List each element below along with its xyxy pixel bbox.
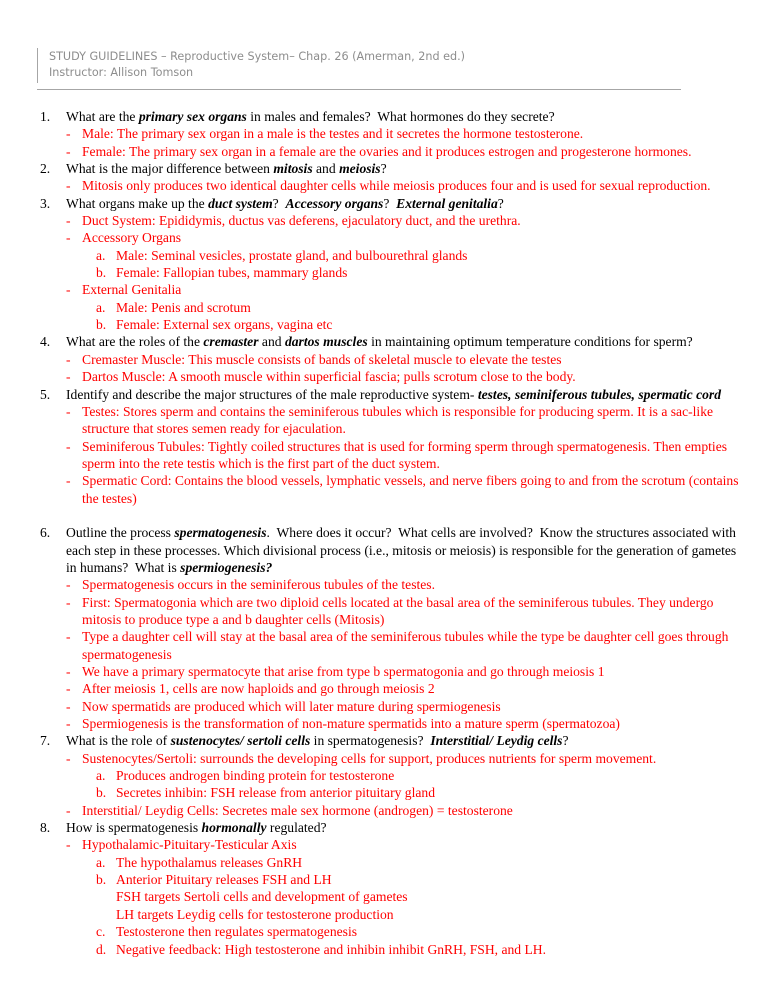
answer-bullet-dash: - xyxy=(66,126,71,142)
sub-answer-item xyxy=(0,316,768,333)
sub-answer-letter: b. xyxy=(96,785,107,801)
sub-answer-item xyxy=(0,923,768,940)
sub-answer-letter: a. xyxy=(96,768,106,784)
answer-text: Sustenocytes/Sertoli: surrounds the developing cells for support, produces nutrients for sperm movement. xyxy=(82,750,657,766)
question-number: 6. xyxy=(40,525,51,541)
sub-answer-letter: b. xyxy=(96,265,107,281)
question-text: Identify and describe the major structures of the male reproductive system- testes, seminiferous tubules, spermatic cord xyxy=(66,386,722,402)
answer-bullet-dash: - xyxy=(66,629,71,645)
question-item xyxy=(0,819,768,836)
sub-answer-text: Female: External sex organs, vagina etc xyxy=(116,317,333,333)
question-number: 8. xyxy=(40,820,51,836)
continuation-line: FSH targets Sertoli cells and development of gametes xyxy=(116,889,408,905)
question-item xyxy=(0,524,768,576)
sub-answer-text: Female: Fallopian tubes, mammary glands xyxy=(116,265,348,281)
header-content xyxy=(37,48,681,83)
question-text: What organs make up the duct system? Accessory organs? External genitalia? xyxy=(66,195,504,211)
sub-answer-text: Anterior Pituitary releases FSH and LH xyxy=(116,872,332,888)
sub-answer-item xyxy=(0,941,768,958)
answer-item xyxy=(0,403,768,438)
answer-text: Spermiogenesis is the transformation of non-mature spermatids into a mature sperm (spermatozoa) xyxy=(82,716,620,732)
answer-bullet-dash: - xyxy=(66,213,71,229)
answer-item xyxy=(0,229,768,246)
question-number: 5. xyxy=(40,386,51,402)
answer-bullet-dash: - xyxy=(66,178,71,194)
answer-bullet-dash: - xyxy=(66,750,71,766)
answer-bullet-dash: - xyxy=(66,698,71,714)
answer-text: Spermatogenesis occurs in the seminiferous tubules of the testes. xyxy=(82,577,435,593)
answer-bullet-dash: - xyxy=(66,369,71,385)
header-horizontal-rule xyxy=(37,89,681,90)
question-item xyxy=(0,160,768,177)
answer-bullet-dash: - xyxy=(66,577,71,593)
sub-answer-text: Male: Penis and scrotum xyxy=(116,299,251,315)
answer-item xyxy=(0,351,768,368)
answer-bullet-dash: - xyxy=(66,143,71,159)
sub-answer-letter: a. xyxy=(96,247,106,263)
sub-answer-text: Testosterone then regulates spermatogenesis xyxy=(116,924,358,940)
sub-answer-item xyxy=(0,299,768,316)
answer-bullet-dash: - xyxy=(66,473,71,489)
sub-answer-text: The hypothalamus releases GnRH xyxy=(116,854,303,870)
answer-bullet-dash: - xyxy=(66,282,71,298)
answer-bullet-dash: - xyxy=(66,664,71,679)
question-text: What are the roles of the cremaster and dartos muscles in maintaining optimum temperature conditions for sperm? xyxy=(66,334,693,350)
paragraph-spacer xyxy=(0,507,768,524)
question-number: 2. xyxy=(40,161,51,177)
question-number: 7. xyxy=(40,733,51,749)
answer-item xyxy=(0,472,768,507)
answer-bullet-dash: - xyxy=(66,594,71,610)
question-number: 3. xyxy=(40,195,51,211)
question-text: What are the primary sex organs in males and females? What hormones do they secrete? xyxy=(66,109,555,124)
question-text: What is the major difference between mitosis and meiosis? xyxy=(66,161,387,177)
sub-answer-text: Secretes inhibin: FSH release from anterior pituitary gland xyxy=(116,785,435,801)
question-item xyxy=(0,732,768,749)
answer-item xyxy=(0,698,768,715)
answer-text: External Genitalia xyxy=(82,282,182,298)
answer-text: After meiosis 1, cells are now haploids and go through meiosis 2 xyxy=(82,681,435,697)
sub-answer-text: Produces androgen binding protein for testosterone xyxy=(116,768,395,784)
answer-item xyxy=(0,125,768,142)
question-number: 1. xyxy=(40,109,51,124)
answer-bullet-dash: - xyxy=(66,681,71,697)
answer-bullet-dash: - xyxy=(66,351,71,367)
question-text: How is spermatogenesis hormonally regulated? xyxy=(66,820,327,836)
question-number: 4. xyxy=(40,334,51,350)
answer-text: Mitosis only produces two identical daughter cells while meiosis produces four and is used for sexual reproduction. xyxy=(82,178,711,194)
sub-answer-letter: a. xyxy=(96,299,106,315)
answer-text: Male: The primary sex organ in a male is the testes and it secretes the hormone testosterone. xyxy=(82,126,584,142)
answer-text: First: Spermatogonia which are two diploid cells located at the basal area of the seminiferous tubules. They undergo mitosis to produce type a and b daughter cells (Mitosis) xyxy=(82,594,714,627)
answer-item xyxy=(0,177,768,194)
sub-answer-letter: b. xyxy=(96,872,107,888)
answer-text: Hypothalamic-Pituitary-Testicular Axis xyxy=(82,837,297,853)
answer-text: Testes: Stores sperm and contains the seminiferous tubules which is responsible for producing sperm. It is a sac-like structure that stores semen ready for ejaculation. xyxy=(82,403,714,437)
answer-bullet-dash: - xyxy=(66,403,71,419)
answer-item xyxy=(0,576,768,593)
sub-answer-letter: c. xyxy=(96,924,106,940)
answer-text: Now spermatids are produced which will later mature during spermiogenesis xyxy=(82,698,501,714)
header-title-line: STUDY GUIDELINES – Reproductive System– Chap. 26 (Amerman, 2nd ed.) xyxy=(49,50,466,63)
sub-answer-item xyxy=(0,767,768,784)
sub-answer-letter: a. xyxy=(96,854,106,870)
answer-item xyxy=(0,715,768,732)
answer-text: Dartos Muscle: A smooth muscle within superficial fascia; pulls scrotum close to the body. xyxy=(82,369,576,385)
answer-item xyxy=(0,802,768,819)
question-text: Outline the process spermatogenesis. Where does it occur? What cells are involved? Know the structures associated with each step in these processes. Which divisional process (i.e., mitosis or meiosis) is responsible for the generation of gametes in humans? What is spermiogenesis? xyxy=(66,525,737,575)
study-guide-outline xyxy=(0,108,768,958)
sub-answer-item xyxy=(0,784,768,801)
answer-item xyxy=(0,143,768,160)
question-item xyxy=(0,386,768,403)
answer-bullet-dash: - xyxy=(66,438,71,454)
sub-answer-letter: b. xyxy=(96,317,107,333)
question-item xyxy=(0,195,768,212)
answer-item xyxy=(0,628,768,663)
sub-answer-item xyxy=(0,247,768,264)
header-instructor-line: Instructor: Allison Tomson xyxy=(49,66,194,79)
answer-text: Accessory Organs xyxy=(82,230,182,246)
sub-answer-letter: d. xyxy=(96,941,107,957)
sub-answer-text: Negative feedback: High testosterone and inhibin inhibit GnRH, FSH, and LH. xyxy=(116,941,547,957)
question-text: What is the role of sustenocytes/ sertoli cells in spermatogenesis? Interstitial/ Leydig cells? xyxy=(66,733,569,749)
answer-text: Type a daughter cell will stay at the basal area of the seminiferous tubules while the type be daughter cell goes through spermatogenesis xyxy=(82,629,729,662)
answer-bullet-dash: - xyxy=(66,230,71,246)
answer-text: Female: The primary sex organ in a female are the ovaries and it produces estrogen and progesterone hormones. xyxy=(82,143,692,159)
answer-text: We have a primary spermatocyte that arise from type b spermatogonia and go through meiosis 1 xyxy=(82,664,605,679)
answer-item xyxy=(0,281,768,298)
answer-item xyxy=(0,836,768,853)
header-vertical-rule xyxy=(37,48,38,83)
sub-answer-text: Male: Seminal vesicles, prostate gland, and bulbourethral glands xyxy=(116,247,468,263)
document-header xyxy=(37,48,681,90)
answer-item xyxy=(0,212,768,229)
header-text-block xyxy=(49,48,465,83)
answer-item xyxy=(0,594,768,629)
answer-text: Duct System: Epididymis, ductus vas deferens, ejaculatory duct, and the urethra. xyxy=(82,213,521,229)
sub-answer-item xyxy=(0,871,768,888)
answer-bullet-dash: - xyxy=(66,802,71,818)
answer-item xyxy=(0,750,768,767)
answer-item xyxy=(0,438,768,473)
answer-bullet-dash: - xyxy=(66,716,71,732)
sub-answer-item xyxy=(0,854,768,871)
answer-text: Interstitial/ Leydig Cells: Secretes male sex hormone (androgen) = testosterone xyxy=(82,802,513,818)
answer-text: Seminiferous Tubules: Tightly coiled structures that is used for forming sperm through spermatogenesis. Then empties sperm into the rete testis which is the first part of the duct system. xyxy=(82,438,728,471)
answer-item xyxy=(0,680,768,697)
answer-bullet-dash: - xyxy=(66,837,71,853)
question-item xyxy=(0,333,768,350)
answer-item xyxy=(0,663,768,680)
continuation-line: LH targets Leydig cells for testosterone production xyxy=(116,906,394,922)
answer-text: Cremaster Muscle: This muscle consists of bands of skeletal muscle to elevate the testes xyxy=(82,351,562,367)
answer-item xyxy=(0,368,768,385)
answer-text: Spermatic Cord: Contains the blood vessels, lymphatic vessels, and nerve fibers going to and from the scrotum (contains the testes) xyxy=(82,473,739,506)
question-item xyxy=(0,108,768,125)
sub-answer-item xyxy=(0,264,768,281)
